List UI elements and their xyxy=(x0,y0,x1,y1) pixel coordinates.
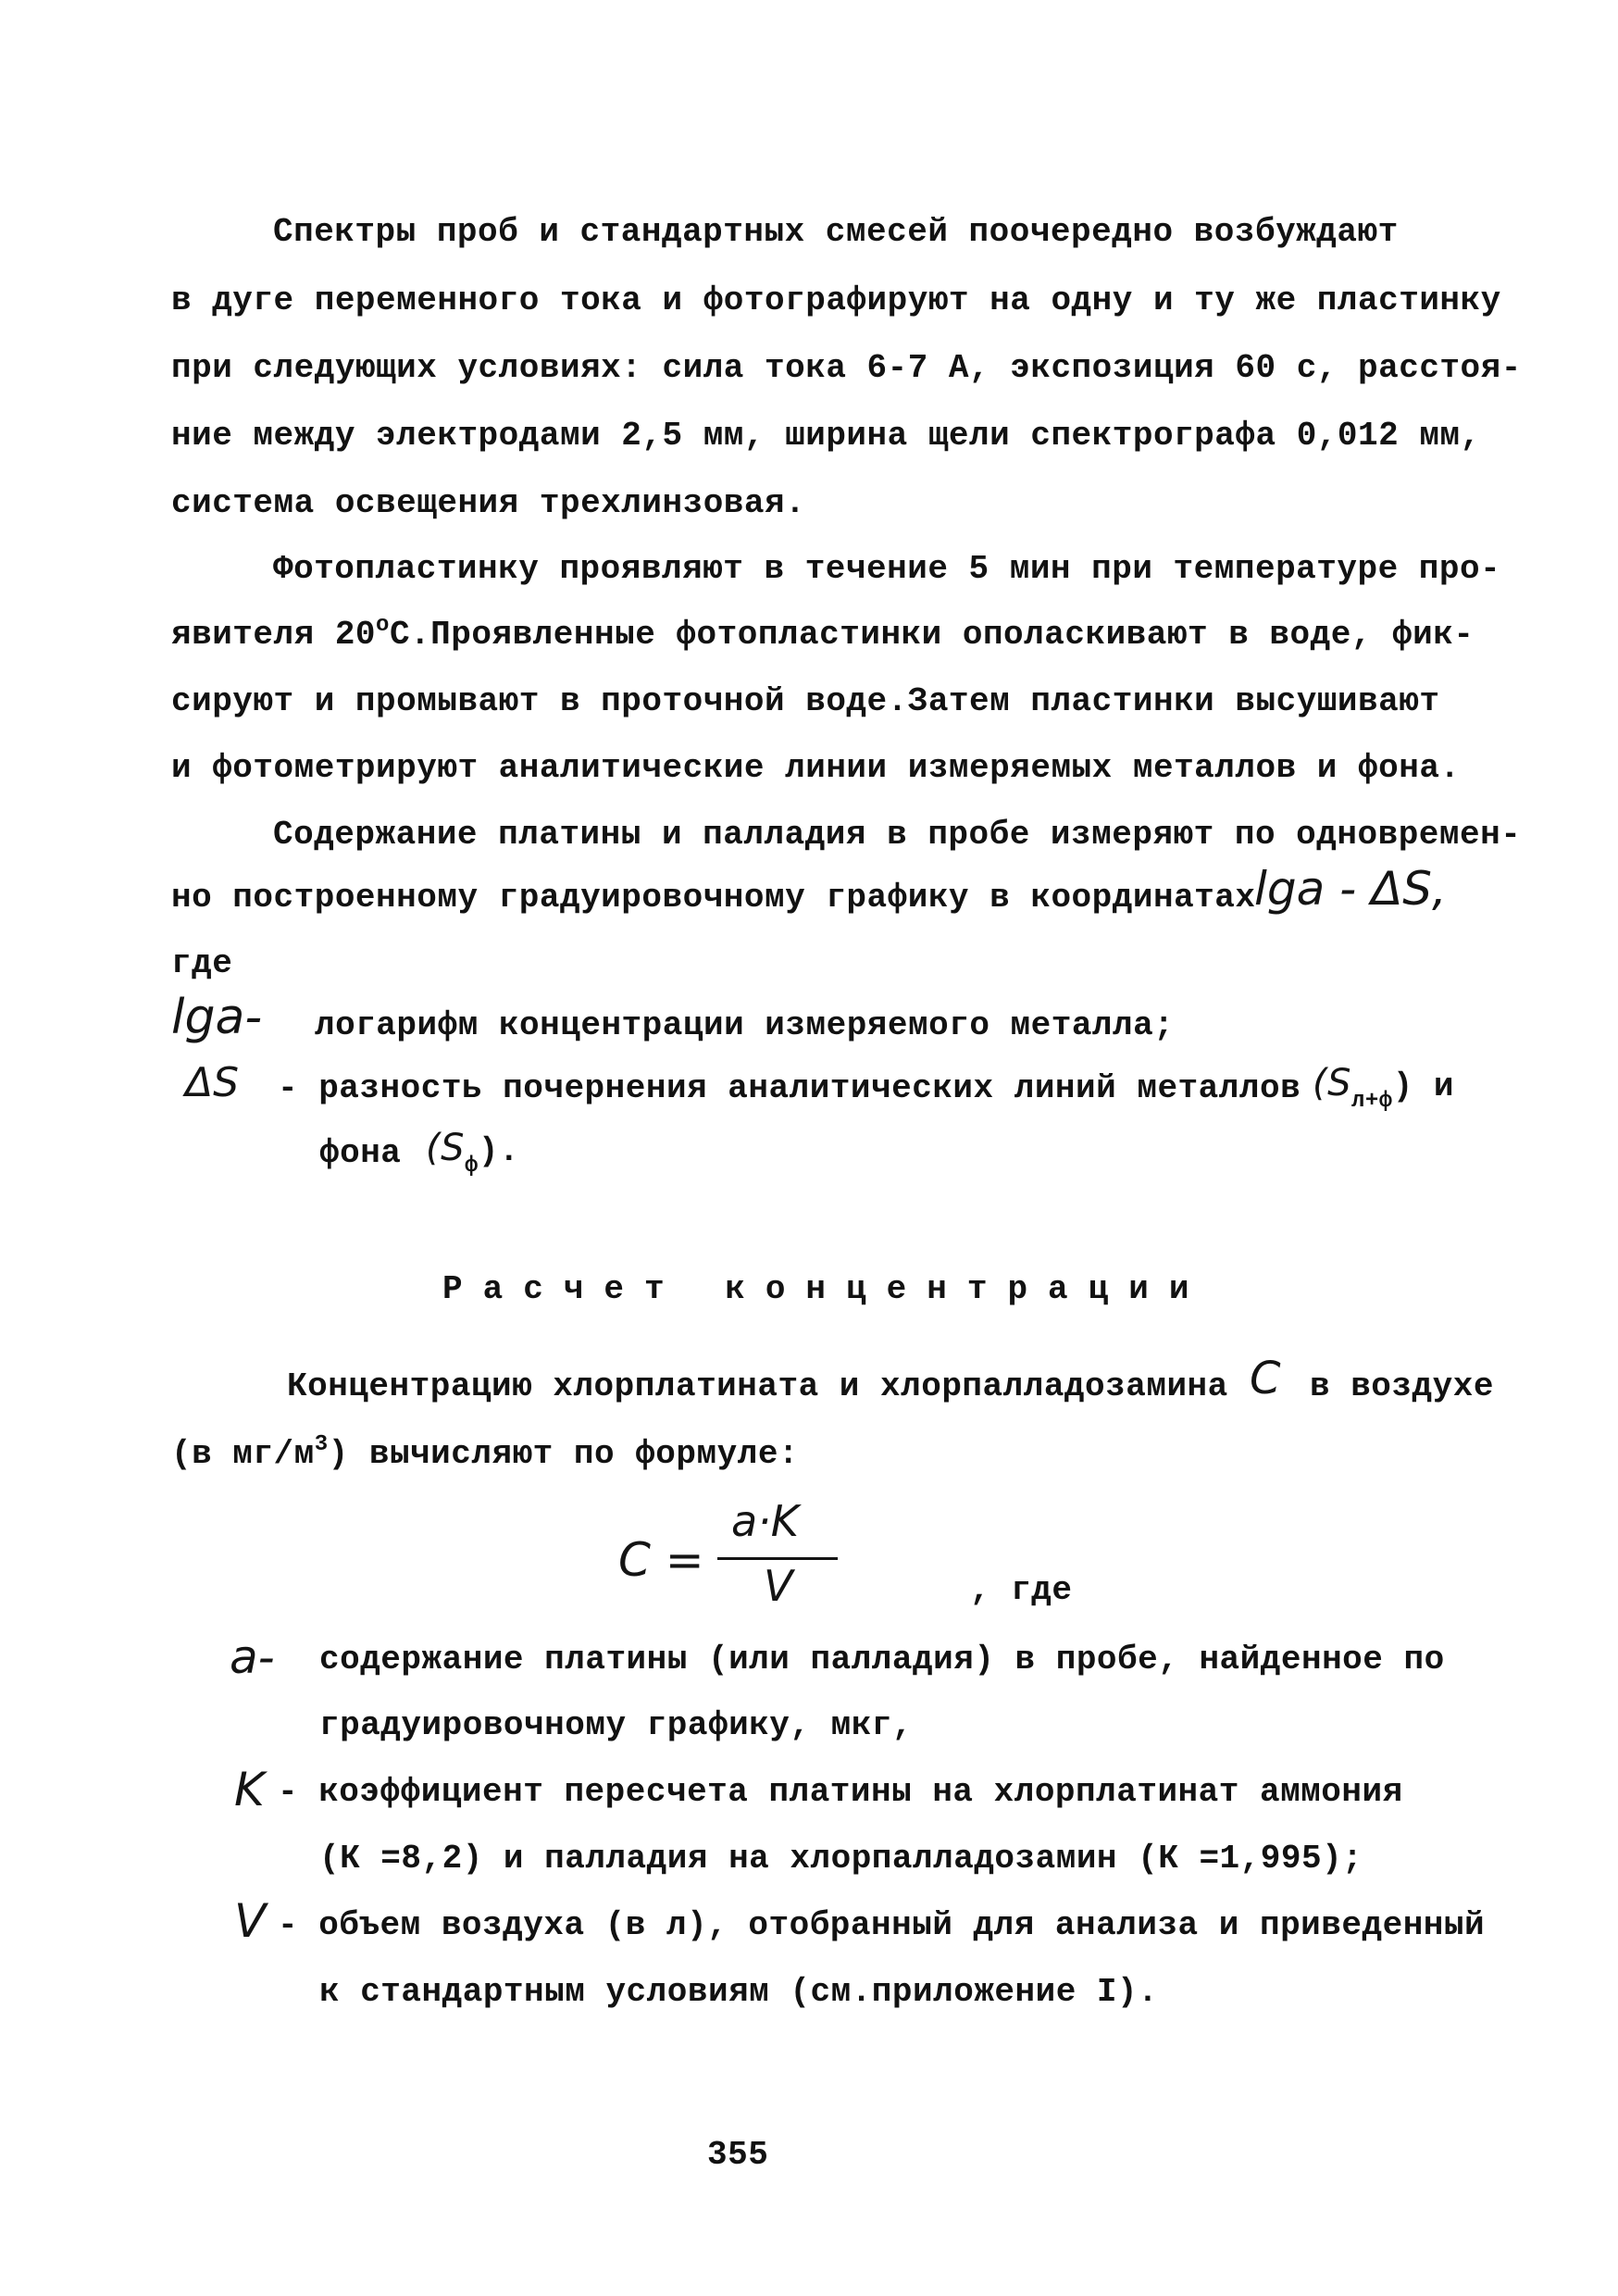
handwritten-delta-s-symbol: ΔS xyxy=(185,1059,240,1106)
section-heading: Расчет концентрации xyxy=(442,1270,1210,1308)
ds-formula-2 xyxy=(426,1127,520,1179)
ds-formula-2-open: (S xyxy=(426,1127,465,1169)
v-definition-line-1: - объем воздуха (в л), отобранный для анализа и приведенный xyxy=(278,1906,1486,1944)
cubic-sup: 3 xyxy=(314,1432,329,1457)
p1-line-3: при следующих условиях: сила тока 6-7 А, экспозиция 60 с, расстоя- xyxy=(171,349,1522,387)
p3-line-1: Содержание платины и палладия в пробе измеряют по одновремен- xyxy=(273,816,1522,854)
ds-formula-1-close: ) и xyxy=(1392,1067,1455,1105)
degree-sup: о xyxy=(376,613,390,638)
p3-line-3: где xyxy=(171,944,233,982)
formula-numerator: a·K xyxy=(731,1496,799,1546)
handwritten-lga-ds: lga - ΔS, xyxy=(1254,862,1447,916)
p4-line-1-post: в воздухе xyxy=(1310,1367,1494,1405)
p1-line-1: Спектры проб и стандартных смесей поочередно возбуждают xyxy=(273,213,1399,251)
p2-line-3: сируют и промывают в проточной воде.Затем пластинки высушивают xyxy=(171,682,1440,720)
p4-line-1-pre: Концентрацию хлорплатината и хлорпалладозамина xyxy=(287,1367,1228,1405)
v-definition-line-2: к стандартным условиям (см.приложение I). xyxy=(319,1973,1159,2011)
p2-line-2-pre: явителя 20 xyxy=(171,616,377,654)
ds-line-2-text: фона xyxy=(319,1134,402,1172)
a-definition-line-1: содержание платины (или палладия) в пробе, найденное по xyxy=(319,1641,1445,1678)
ds-formula-1-sub: л+ф xyxy=(1351,1089,1393,1114)
p4-line-2-pre: (в мг/м xyxy=(171,1435,315,1473)
handwritten-k-symbol: K xyxy=(234,1763,265,1816)
p2-line-1: Фотопластинку проявляют в течение 5 мин при температуре про- xyxy=(273,550,1501,588)
formula-suffix: , где xyxy=(970,1571,1073,1609)
p2-line-2 xyxy=(171,613,1475,654)
p1-line-2: в дуге переменного тока и фотографируют на одну и ту же пластинку xyxy=(171,281,1501,319)
ds-formula-2-sub: ф xyxy=(465,1154,479,1179)
p3-line-2: но построенному градуировочному графику в координатах xyxy=(171,879,1256,917)
a-definition-line-2: градуировочному графику, мкг, xyxy=(319,1706,914,1744)
page-number: 355 xyxy=(707,2136,769,2174)
lga-definition: логарифм концентрации измеряемого металла; xyxy=(315,1006,1175,1044)
ds-formula-2-close: ). xyxy=(478,1132,520,1170)
handwritten-c-symbol: C xyxy=(1250,1353,1281,1404)
p2-line-4: и фотометрируют аналитические линии измеряемых металлов и фона. xyxy=(171,749,1461,787)
handwritten-a-symbol: a- xyxy=(230,1630,275,1684)
formula-fraction-bar xyxy=(717,1557,838,1560)
handwritten-v-symbol: V xyxy=(234,1894,267,1948)
formula-denominator: V xyxy=(764,1561,793,1611)
p1-line-4: ние между электродами 2,5 мм, ширина щели спектрографа 0,012 мм, xyxy=(171,417,1481,455)
ds-definition: - разность почернения аналитических линий металлов xyxy=(278,1069,1301,1107)
p1-line-5: система освещения трехлинзовая. xyxy=(171,484,806,522)
k-definition-line-1: - коэффициент пересчета платины на хлорплатинат аммония xyxy=(278,1773,1403,1811)
ds-formula-1-open: (S xyxy=(1313,1062,1351,1104)
formula-lhs: C = xyxy=(618,1533,704,1587)
p2-line-2-post: С.Проявленные фотопластинки ополаскивают в воде, фик- xyxy=(389,616,1475,654)
p4-line-2 xyxy=(171,1432,800,1473)
ds-formula-1 xyxy=(1313,1062,1455,1114)
k-definition-line-2: (К =8,2) и палладия на хлорпалладозамин (К =1,995); xyxy=(319,1840,1363,1878)
p4-line-2-post: ) вычисляют по формуле: xyxy=(328,1435,800,1473)
handwritten-lga-symbol: lga- xyxy=(171,990,263,1045)
